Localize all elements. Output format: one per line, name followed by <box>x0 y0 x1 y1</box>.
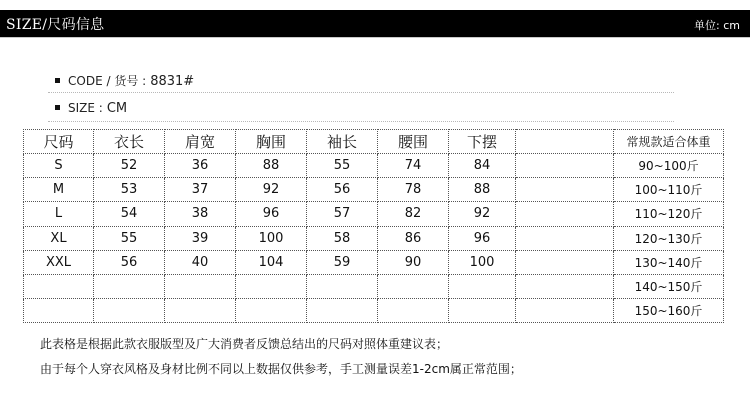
table-cell: XXL <box>24 250 94 274</box>
table-cell: 56 <box>307 178 378 202</box>
table-cell: 150~160斤 <box>614 298 724 322</box>
table-cell: 57 <box>307 202 378 226</box>
table-header-cell: 常规款适合体重 <box>614 130 724 154</box>
divider <box>48 92 674 93</box>
table-cell <box>24 298 94 322</box>
table-cell <box>307 298 378 322</box>
table-cell <box>516 202 614 226</box>
table-cell: 39 <box>165 226 236 250</box>
table-cell: 84 <box>449 154 516 178</box>
table-cell: 58 <box>307 226 378 250</box>
table-header-cell: 肩宽 <box>165 130 236 154</box>
table-cell: 104 <box>236 250 307 274</box>
table-cell <box>307 274 378 298</box>
table-cell <box>449 298 516 322</box>
table-cell: 82 <box>378 202 449 226</box>
table-cell: 130~140斤 <box>614 250 724 274</box>
table-cell <box>516 154 614 178</box>
table-cell: 55 <box>94 226 165 250</box>
table-cell: 54 <box>94 202 165 226</box>
table-cell <box>236 298 307 322</box>
table-cell: 53 <box>94 178 165 202</box>
table-cell: 92 <box>449 202 516 226</box>
table-header-cell: 腰围 <box>378 130 449 154</box>
table-cell: 90~100斤 <box>614 154 724 178</box>
table-cell <box>165 298 236 322</box>
table-header-row <box>24 130 724 154</box>
table-row <box>24 274 724 298</box>
table-cell <box>516 298 614 322</box>
table-cell: L <box>24 202 94 226</box>
header-divider <box>0 37 750 38</box>
table-cell: 120~130斤 <box>614 226 724 250</box>
size-chart-table <box>23 129 724 323</box>
table-cell <box>378 298 449 322</box>
table-cell <box>516 250 614 274</box>
code-row <box>55 72 194 89</box>
table-cell: 52 <box>94 154 165 178</box>
table-cell: 59 <box>307 250 378 274</box>
bullet-icon <box>55 105 60 110</box>
table-cell: 74 <box>378 154 449 178</box>
table-cell: 86 <box>378 226 449 250</box>
table-cell <box>236 274 307 298</box>
table-cell: S <box>24 154 94 178</box>
table-cell: 38 <box>165 202 236 226</box>
table-header-cell: 袖长 <box>307 130 378 154</box>
table-cell: 36 <box>165 154 236 178</box>
table-header-cell <box>516 130 614 154</box>
header-title: SIZE/尺码信息 <box>6 17 105 33</box>
table-cell: 40 <box>165 250 236 274</box>
table-row <box>24 250 724 274</box>
size-unit-row <box>55 101 127 116</box>
size-info-header <box>0 10 750 37</box>
table-cell <box>94 298 165 322</box>
table-cell <box>516 226 614 250</box>
table-cell <box>378 274 449 298</box>
table-cell: 96 <box>236 202 307 226</box>
table-cell: M <box>24 178 94 202</box>
table-cell: 100 <box>236 226 307 250</box>
header-unit: 单位: cm <box>694 19 740 32</box>
table-row <box>24 178 724 202</box>
table-cell: 96 <box>449 226 516 250</box>
table-row <box>24 202 724 226</box>
table-cell: 100 <box>449 250 516 274</box>
table-header-cell: 胸围 <box>236 130 307 154</box>
bullet-icon <box>55 78 60 83</box>
code-value: 8831# <box>150 74 195 89</box>
size-label: SIZE : <box>68 101 103 115</box>
table-cell: 37 <box>165 178 236 202</box>
table-cell: 140~150斤 <box>614 274 724 298</box>
table-row <box>24 226 724 250</box>
table-cell: XL <box>24 226 94 250</box>
table-cell: 55 <box>307 154 378 178</box>
table-cell: 56 <box>94 250 165 274</box>
size-value: CM <box>106 101 128 116</box>
table-cell: 90 <box>378 250 449 274</box>
table-row <box>24 298 724 322</box>
table-cell: 88 <box>236 154 307 178</box>
table-row <box>24 154 724 178</box>
table-cell: 78 <box>378 178 449 202</box>
code-label: CODE / 货号 : <box>68 74 147 88</box>
table-cell <box>516 274 614 298</box>
table-cell <box>165 274 236 298</box>
table-cell: 100~110斤 <box>614 178 724 202</box>
table-cell: 92 <box>236 178 307 202</box>
table-cell <box>94 274 165 298</box>
table-header-cell: 下摆 <box>449 130 516 154</box>
table-cell: 110~120斤 <box>614 202 724 226</box>
table-header-cell: 尺码 <box>24 130 94 154</box>
table-cell <box>449 274 516 298</box>
table-cell: 88 <box>449 178 516 202</box>
table-cell <box>516 178 614 202</box>
note-line-1: 此表格是根据此款衣服版型及广大消费者反馈总结出的尺码对照体重建议表； <box>40 337 449 351</box>
note-line-2: 由于每个人穿衣风格及身材比例不同以上数据仅供参考，手工测量误差1-2cm属正常范围； <box>40 362 522 376</box>
divider <box>48 121 674 122</box>
table-cell <box>24 274 94 298</box>
table-header-cell: 衣长 <box>94 130 165 154</box>
